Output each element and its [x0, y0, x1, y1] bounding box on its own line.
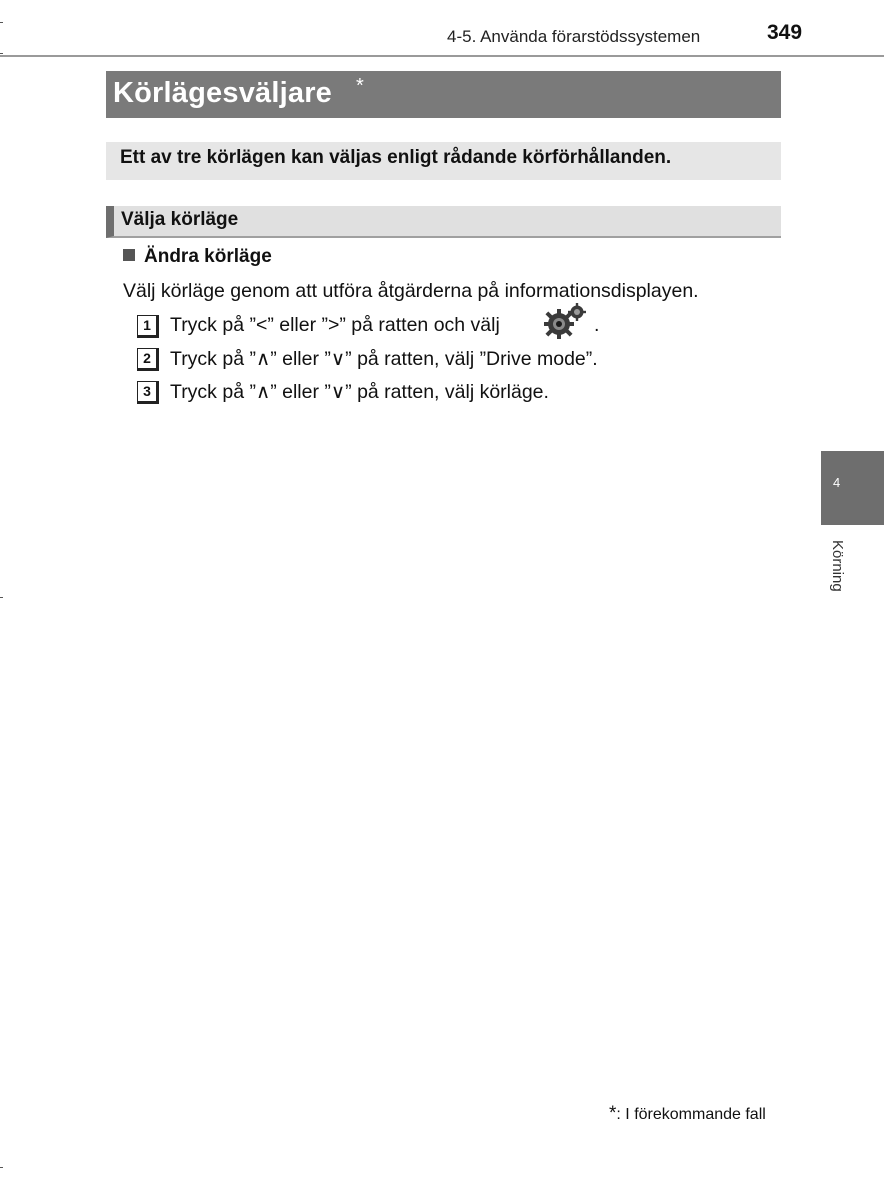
page-number: 349 [767, 21, 803, 44]
description-text: Välj körläge genom att utföra åtgärderna på informationsdisplayen. [123, 280, 699, 302]
step-suffix: . [594, 314, 600, 336]
settings-gear-icon [541, 302, 589, 346]
bullet-heading-text: Ändra körläge [144, 246, 272, 267]
footnote-text: : I förekommande fall [616, 1106, 766, 1123]
chapter-tab [821, 451, 884, 525]
page-title: Körlägesväljare [113, 77, 333, 109]
subsection-heading [106, 206, 781, 238]
footnote [609, 1103, 766, 1125]
step-text: Tryck på ”∧” eller ”∨” på ratten, välj körläge. [170, 381, 549, 403]
chapter-number: 4 [833, 475, 841, 490]
step-text: Tryck på ”∧” eller ”∨” på ratten, välj ”Drive mode”. [170, 348, 598, 370]
running-header [0, 22, 884, 58]
step-2 [137, 347, 657, 373]
step-text: Tryck på ”<” eller ”>” på ratten och välj [170, 314, 500, 336]
asterisk-marker: * [356, 75, 364, 97]
header-rule [0, 55, 884, 57]
chapter-label: Körning [829, 540, 846, 592]
page-title-bar [106, 71, 781, 118]
step-3 [137, 380, 657, 406]
square-bullet-icon [123, 249, 135, 261]
subsection-heading-text: Välja körläge [121, 209, 239, 230]
footnote-marker: * [609, 1103, 617, 1124]
step-number-box: 3 [137, 381, 157, 402]
section-title: 4-5. Använda förarstödssystemen [447, 27, 701, 46]
crop-mark [0, 1167, 3, 1168]
bullet-heading [123, 246, 272, 268]
step-number-box: 2 [137, 348, 157, 369]
step-1 [137, 314, 617, 340]
crop-mark [0, 597, 3, 598]
intro-summary: Ett av tre körlägen kan väljas enligt rådande körförhållanden. [106, 142, 781, 180]
step-number-box: 1 [137, 315, 157, 336]
